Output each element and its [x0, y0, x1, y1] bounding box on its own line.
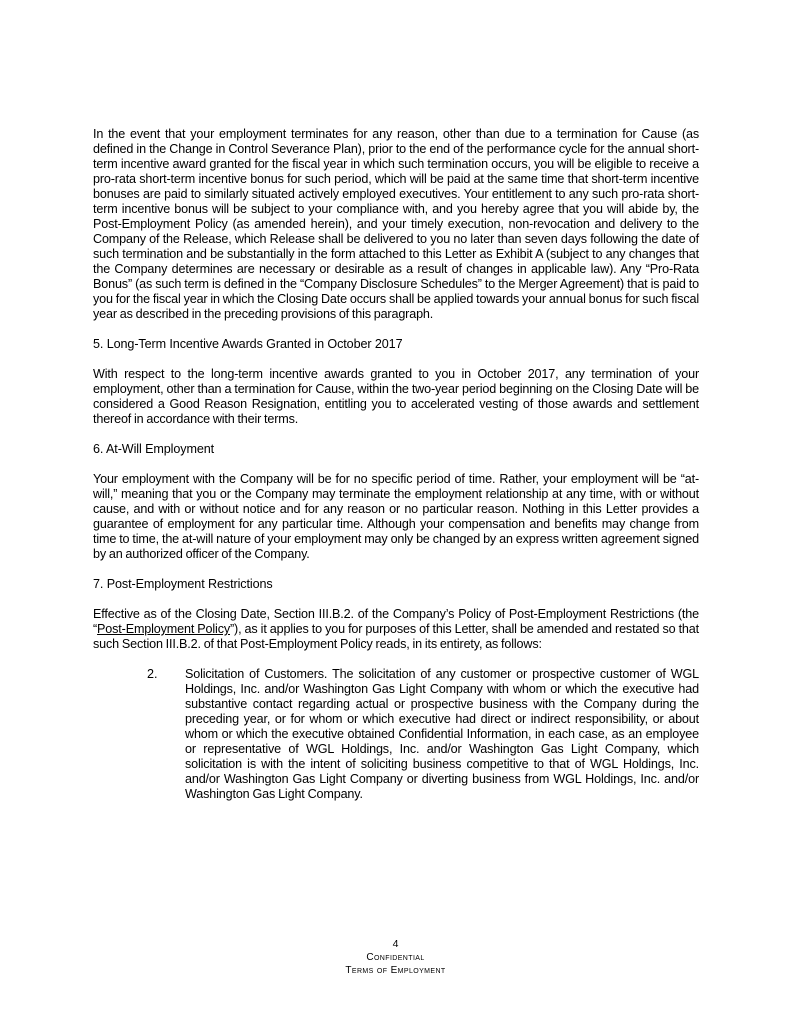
section-5-heading: 5. Long-Term Incentive Awards Granted in October 2017 [93, 337, 403, 351]
section-5-paragraph: With respect to the long-term incentive awards granted to you in October 2017, any termination of your employment, other than a termination for Cause, within the two-year period beginning on the Closing Date will be considered a Good Reason Resignation, entitling you to accelerated vesting of those awards and settlement thereof in accordance with their terms. [93, 367, 699, 426]
document-body [93, 127, 699, 802]
footer-terms-of-employment: Terms of Employment [345, 965, 446, 976]
page-footer [0, 938, 791, 977]
section-6-heading: 6. At-Will Employment [93, 442, 215, 456]
clause-number: 2. [147, 667, 158, 681]
section-6-paragraph: Your employment with the Company will be for no specific period of time. Rather, your employment will be “at-will,” meaning that you or the Company may terminate the employment relationship at any time, with or without cause, and with or without notice and for any reason or no particular reason. Nothing in this Letter provides a guarantee of employment for any particular time. Although your compensation and benefits may change from time to time, the at-will nature of your employment may only be changed by an express written agreement signed by an authorized officer of the Company. [93, 472, 699, 561]
section-7-heading: 7. Post-Employment Restrictions [93, 577, 273, 591]
section-7-text-after: ”), as it applies to you for purposes of this Letter, shall be amended and restated so that such Section III.B.2. of that Post-Employment Policy reads, in its entirety, as follows: [93, 622, 699, 651]
clause-text: Solicitation of Customers. The solicitation of any customer or prospective customer of WGL Holdings, Inc. and/or Washington Gas Light Company with whom or which the executive had substantive contact regarding actual or prospective business with the Company during the preceding year, or for whom or which executive had direct or indirect responsibility, or about whom or which the executive obtained Confidential Information, in each case, as an employee or representative of WGL Holdings, Inc. and/or Washington Gas Light Company, which solicitation is with the intent of soliciting business competitive to that of WGL Holdings, Inc. and/or Washington Gas Light Company or diverting business from WGL Holdings, Inc. and/or Washington Gas Light Company. [185, 667, 699, 801]
footer-confidential: Confidential [366, 952, 425, 963]
section-7-paragraph [93, 607, 699, 652]
bonus-paragraph: In the event that your employment terminates for any reason, other than due to a termination for Cause (as defined in the Change in Control Severance Plan), prior to the end of the performance cycle for the annual short-term incentive award granted for the fiscal year in which such termination occurs, you will be eligible to receive a pro-rata short-term incentive bonus for such period, which will be paid at the same time that short-term incentive bonuses are paid to similarly situated actively employed executives. Your entitlement to any such pro-rata short-term incentive bonus will be subject to your compliance with, and you hereby agree that you will abide by, the Post-Employment Policy (as amended herein), and your timely execution, non-revocation and delivery to the Company of the Release, which Release shall be delivered to you no later than seven days following the date of such termination and be substantially in the form attached to this Letter as Exhibit A (subject to any changes that the Company determines are necessary or desirable as a result of changes in applicable law). Any “Pro-Rata Bonus” (as such term is defined in the “Company Disclosure Schedules” to the Merger Agreement) that is paid to you for the fiscal year in which the Closing Date occurs shall be applied towards your annual bonus for such fiscal year as described in the preceding provisions of this paragraph. [93, 127, 699, 321]
defined-term-post-employment-policy: Post-Employment Policy [97, 622, 230, 636]
restated-clause [93, 667, 699, 802]
page-number: 4 [392, 938, 399, 950]
section-7-text-before: Effective as of the Closing Date, Section III.B.2. of the Company’s Policy of Post-Employment Restrictions (the “ [93, 607, 699, 636]
